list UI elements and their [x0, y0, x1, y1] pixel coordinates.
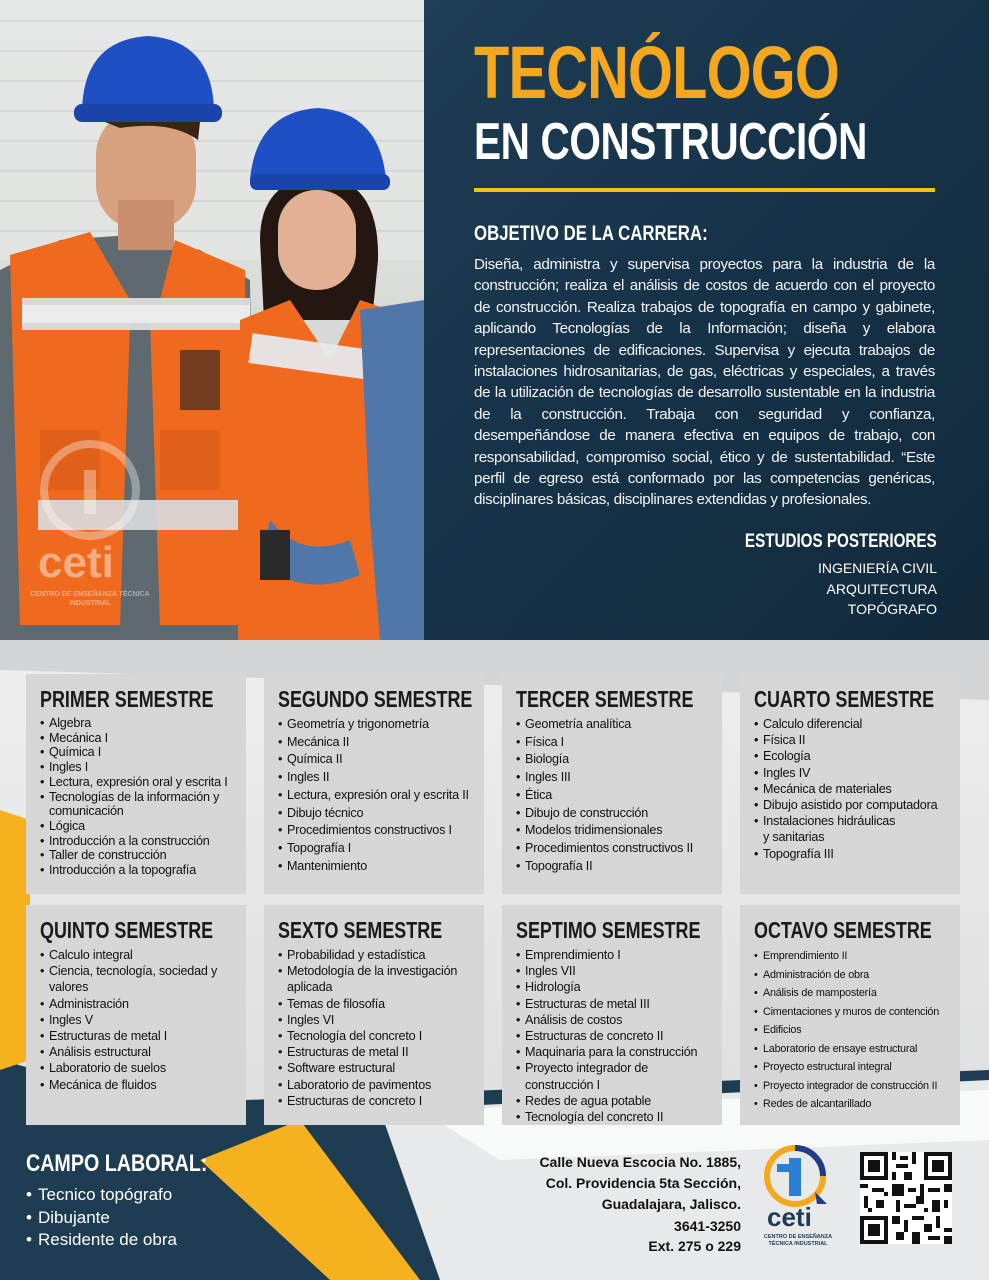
logo-subtitle-2: TÉCNICA INDUSTRIAL: [768, 1241, 828, 1247]
campo-laboral-item: • Dibujante: [26, 1207, 177, 1230]
subject-item: • Dibujo de construcción: [516, 805, 710, 823]
subject-item: • Lectura, expresión oral y escrita I: [40, 775, 234, 790]
semester-title: QUINTO SEMESTRE: [40, 917, 214, 943]
subject-item: • Software estructural: [278, 1060, 472, 1076]
address-line: Col. Providencia 5ta Sección,: [545, 1175, 741, 1191]
subject-item: • Dibujo técnico: [278, 805, 472, 823]
students-photo: [0, 0, 424, 640]
subject-item: • Cimentaciones y muros de contención: [754, 1003, 948, 1022]
subject-item: • Mecánica II: [278, 734, 472, 752]
subject-item: • Análisis de costos: [516, 1012, 710, 1028]
subject-item: • Laboratorio de suelos: [40, 1060, 234, 1076]
female-student-figure: [238, 108, 424, 640]
qr-code[interactable]: [860, 1152, 952, 1244]
subject-list: [40, 947, 234, 1093]
phone-block: [648, 1216, 741, 1256]
subject-list: [754, 716, 948, 862]
subject-item: • Calculo diferencial: [754, 716, 948, 732]
semester-box-3: [502, 674, 722, 894]
subject-item: • Física I: [516, 734, 710, 752]
subject-item: • Introducción a la construcción: [40, 834, 234, 849]
subject-item: • Ciencia, tecnología, sociedad y valores: [40, 963, 220, 995]
subject-item: • Ingles II: [278, 769, 472, 787]
objective-heading: OBJETIVO DE LA CARRERA:: [474, 222, 708, 245]
subject-item: • Tecnologías de la información y comunicación: [40, 790, 234, 819]
subject-item: • Física II: [754, 732, 948, 748]
subject-item: • Instalaciones hidráulicas y sanitarias: [754, 813, 904, 845]
subject-item: • Química I: [40, 745, 234, 760]
qr-code-icon: [860, 1152, 952, 1244]
subject-item: • Edificios: [754, 1021, 948, 1040]
subject-item: • Química II: [278, 751, 472, 769]
semester-box-8: [740, 905, 960, 1125]
subject-item: • Metodología de la investigación aplicada: [278, 963, 472, 995]
subject-item: • Maquinaria para la construcción: [516, 1044, 710, 1060]
subject-item: • Ingles VI: [278, 1012, 472, 1028]
subject-item: • Topografía I: [278, 840, 472, 858]
subject-item: • Mantenimiento: [278, 858, 472, 876]
subject-item: • Ingles I: [40, 760, 234, 775]
page-subtitle: EN CONSTRUCCIÓN: [474, 113, 867, 171]
subject-item: • Ingles VII: [516, 963, 710, 979]
subject-item: • Ingles III: [516, 769, 710, 787]
watermark-subtext: CENTRO DE ENSEÑANZA TÉCNICA INDUSTRIAL: [30, 591, 150, 607]
semester-title: PRIMER SEMESTRE: [40, 686, 214, 712]
subject-item: • Probabilidad y estadística: [278, 947, 472, 963]
further-studies-heading: ESTUDIOS POSTERIORES: [745, 531, 937, 552]
subject-item: • Ingles V: [40, 1012, 234, 1028]
subject-item: • Topografía II: [516, 858, 710, 876]
campo-laboral-heading: CAMPO LABORAL:: [26, 1150, 208, 1177]
subject-item: • Tecnología del concreto I: [278, 1028, 472, 1044]
subject-item: • Introducción a la topografía: [40, 863, 234, 878]
campo-laboral-item: • Tecnico topógrafo: [26, 1184, 177, 1207]
subject-item: • Emprendimiento I: [516, 947, 710, 963]
subject-item: • Biología: [516, 751, 710, 769]
further-study-item: ARQUITECTURA: [826, 580, 937, 597]
subject-item: • Ética: [516, 787, 710, 805]
subject-item: • Geometría analítica: [516, 716, 710, 734]
address-line: Guadalajara, Jalisco.: [601, 1196, 741, 1212]
subject-item: • Temas de filosofía: [278, 996, 472, 1012]
subject-item: • Procedimientos constructivos I: [278, 822, 472, 840]
subject-item: • Modelos tridimensionales: [516, 822, 710, 840]
subject-item: • Proyecto integrador de construcción II: [754, 1077, 948, 1096]
curriculum-section: [0, 640, 989, 1280]
subject-item: • Lectura, expresión oral y escrita II: [278, 787, 472, 805]
watermark-text: ceti: [38, 538, 114, 587]
logo-name: ceti: [767, 1202, 812, 1232]
subject-item: • Mecánica I: [40, 731, 234, 746]
semester-title: OCTAVO SEMESTRE: [754, 917, 932, 943]
subject-item: • Dibujo asistido por computadora: [754, 797, 948, 813]
campo-laboral-item: • Residente de obra: [26, 1229, 177, 1252]
subject-item: • Administración: [40, 996, 234, 1012]
subject-item: • Mecánica de materiales: [754, 781, 948, 797]
subject-item: • Proyecto estructural integral: [754, 1058, 948, 1077]
subject-list: [754, 947, 948, 1114]
subject-item: • Emprendimiento II: [754, 947, 948, 966]
further-study-item: INGENIERÍA CIVIL: [817, 560, 937, 576]
semester-box-1: [26, 674, 246, 894]
address-block: [539, 1152, 741, 1215]
ceti-logo: [757, 1142, 839, 1250]
subject-item: • Laboratorio de ensaye estructural: [754, 1040, 948, 1059]
subject-item: • Estructuras de concreto II: [516, 1028, 710, 1044]
subject-item: • Taller de construcción: [40, 848, 234, 863]
subject-list: [516, 947, 710, 1125]
logo-subtitle-1: CENTRO DE ENSEÑANZA: [763, 1234, 833, 1240]
subject-item: • Proyecto integrador de construcción I: [516, 1060, 710, 1092]
semester-box-7: [502, 905, 722, 1125]
subject-item: • Lógica: [40, 819, 234, 834]
page-title: TECNÓLOGO: [474, 31, 839, 114]
further-study-item: TOPÓGRAFO: [847, 601, 937, 617]
semester-box-5: [26, 905, 246, 1125]
phone-number: 3641-3250: [674, 1218, 741, 1234]
subject-item: • Topografía III: [754, 846, 948, 862]
subject-item: • Calculo integral: [40, 947, 234, 963]
subject-item: • Estructuras de metal I: [40, 1028, 234, 1044]
title-divider: [474, 188, 935, 192]
subject-item: • Administración de obra: [754, 966, 948, 985]
further-studies-list: [818, 558, 937, 620]
subject-item: • Hidrología: [516, 979, 710, 995]
phone-extension: Ext. 275 o 229: [648, 1238, 741, 1254]
semester-title: SEPTIMO SEMESTRE: [516, 917, 701, 943]
subject-list: [40, 716, 234, 878]
semester-title: CUARTO SEMESTRE: [754, 686, 935, 712]
subject-item: • Mecánica de fluidos: [40, 1077, 234, 1093]
semester-title: SEXTO SEMESTRE: [278, 917, 443, 943]
campo-laboral-list: [26, 1184, 177, 1252]
address-line: Calle Nueva Escocia No. 1885,: [539, 1154, 741, 1170]
subject-item: • Análisis estructural: [40, 1044, 234, 1060]
subject-item: • Algebra: [40, 716, 234, 731]
subject-item: • Redes de agua potable: [516, 1093, 710, 1109]
subject-item: • Análisis de mampostería: [754, 984, 948, 1003]
subject-item: • Tecnología del concreto II: [516, 1109, 710, 1125]
subject-item: • Estructuras de metal III: [516, 996, 710, 1012]
subject-list: [278, 716, 472, 875]
subject-item: • Estructuras de concreto I: [278, 1093, 472, 1109]
semester-box-4: [740, 674, 960, 894]
subject-item: • Ingles IV: [754, 765, 948, 781]
subject-list: [516, 716, 710, 875]
subject-item: • Ecología: [754, 748, 948, 764]
subject-list: [278, 947, 472, 1109]
subject-item: • Geometría y trigonometría: [278, 716, 472, 734]
semester-title: TERCER SEMESTRE: [516, 686, 694, 712]
semester-box-6: [264, 905, 484, 1125]
semester-box-2: [264, 674, 484, 894]
objective-text: Diseña, administra y supervisa proyectos para la industria de la construcción; realiza el análisis de costos de acuerdo con el proyecto de construcción. Realiza trabajos de topografía en campo y gabinete, aplicando Tecnologías de la Información; diseña y elabora representaciones de edificaciones. Supervisa y ejecuta trabajos de instalaciones hidrosanitarias, de gas, eléctricas y especiales, a través de la utilización de tecnologías de desarrollo sustentable en la industria de la construcción. Trabaja con seguridad y confianza, desempeñándose de manera efectiva en equipos de trabajo, con responsabilidad, compromiso social, ético y de sustentabilidad. “Este perfil de egreso está conformado por las competencias genéricas, disciplinares básicas, disciplinares extendidas y profesionales.: [474, 256, 935, 509]
subject-item: • Procedimientos constructivos II: [516, 840, 710, 858]
semester-title: SEGUNDO SEMESTRE: [278, 686, 473, 712]
subject-item: • Laboratorio de pavimentos: [278, 1077, 472, 1093]
subject-item: • Redes de alcantarillado: [754, 1095, 948, 1114]
subject-item: • Estructuras de metal II: [278, 1044, 472, 1060]
